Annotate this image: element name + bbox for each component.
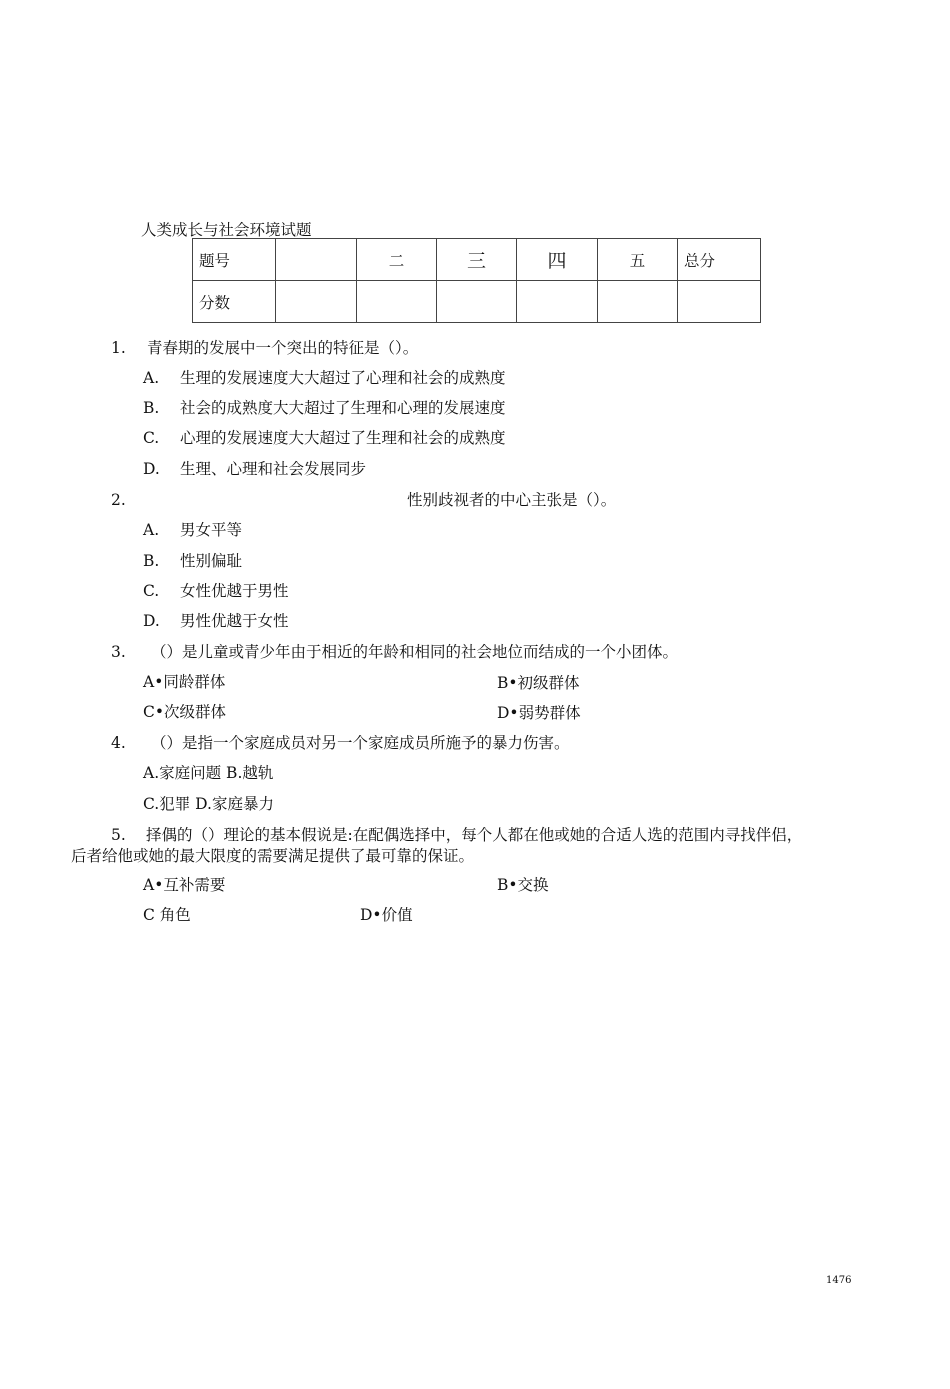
- score-cell[interactable]: [678, 281, 761, 323]
- question-number: 4.: [111, 734, 126, 752]
- option: A.家庭问题 B.越轨: [143, 764, 274, 782]
- exam-title: 人类成长与社会环境试题: [141, 221, 312, 239]
- option-text: 男女平等: [180, 521, 243, 539]
- option-text: 社会的成熟度大大超过了生理和心理的发展速度: [180, 399, 506, 417]
- option-letter: B.: [143, 399, 160, 417]
- score-table-header-cell: 五: [598, 239, 678, 281]
- score-table-header-cell: 四: [517, 239, 598, 281]
- question-number: 5.: [111, 826, 126, 844]
- score-table-header-cell: 二: [357, 239, 437, 281]
- option: C•次级群体: [143, 703, 227, 721]
- option: A•同龄群体: [143, 673, 226, 691]
- score-table-header-cell: [276, 239, 357, 281]
- score-cell[interactable]: [357, 281, 437, 323]
- question-stem-continued: 后者给他或她的最大限度的需要满足提供了最可靠的保证。: [71, 847, 475, 865]
- score-cell[interactable]: [517, 281, 598, 323]
- option-letter: A.: [143, 521, 160, 539]
- score-cell[interactable]: [276, 281, 357, 323]
- option: D•弱势群体: [497, 704, 581, 722]
- option-letter: C.: [143, 429, 160, 447]
- score-table-score-row: [193, 281, 761, 323]
- score-table: [192, 238, 761, 323]
- option-text: 心理的发展速度大大超过了生理和社会的成熟度: [180, 429, 506, 447]
- question-number: 1.: [111, 339, 126, 357]
- option-letter: A.: [143, 369, 160, 387]
- score-row-label: 分数: [193, 281, 276, 323]
- score-table-header-cell: 总分: [678, 239, 761, 281]
- option-letter: C.: [143, 582, 160, 600]
- option-text: 生理、心理和社会发展同步: [180, 460, 367, 478]
- score-cell[interactable]: [598, 281, 678, 323]
- question-stem: 青春期的发展中一个突出的特征是（）。: [147, 339, 419, 357]
- option: C.犯罪 D.家庭暴力: [143, 795, 274, 813]
- score-table-header-cell: 三: [437, 239, 517, 281]
- question-stem: （）是儿童或青少年由于相近的年龄和相同的社会地位而结成的一个小团体。: [151, 643, 679, 661]
- score-cell[interactable]: [437, 281, 517, 323]
- option-text: 性别偏耻: [180, 552, 243, 570]
- question-stem: 择偶的（）理论的基本假说是:在配偶选择中，每个人都在他或她的合适人选的范围内寻找伴侣，: [146, 826, 803, 844]
- option: B•初级群体: [497, 674, 580, 692]
- option-letter: D.: [143, 460, 160, 478]
- option: D•价值: [360, 906, 413, 924]
- score-table-header-row: [193, 239, 761, 281]
- option: B•交换: [497, 876, 549, 894]
- page-number: 1476: [826, 1275, 852, 1286]
- score-table-header-cell: 题号: [193, 239, 276, 281]
- option-text: 男性优越于女性: [180, 612, 289, 630]
- question-stem: （）是指一个家庭成员对另一个家庭成员所施予的暴力伤害。: [151, 734, 570, 752]
- question-stem: 性别歧视者的中心主张是（）。: [407, 491, 617, 509]
- question-number: 2.: [111, 491, 126, 509]
- option: A•互补需要: [143, 876, 226, 894]
- option: C 角色: [143, 906, 191, 924]
- option-letter: D.: [143, 612, 160, 630]
- option-letter: B.: [143, 552, 160, 570]
- question-number: 3.: [111, 643, 126, 661]
- option-text: 女性优越于男性: [180, 582, 289, 600]
- option-text: 生理的发展速度大大超过了心理和社会的成熟度: [180, 369, 506, 387]
